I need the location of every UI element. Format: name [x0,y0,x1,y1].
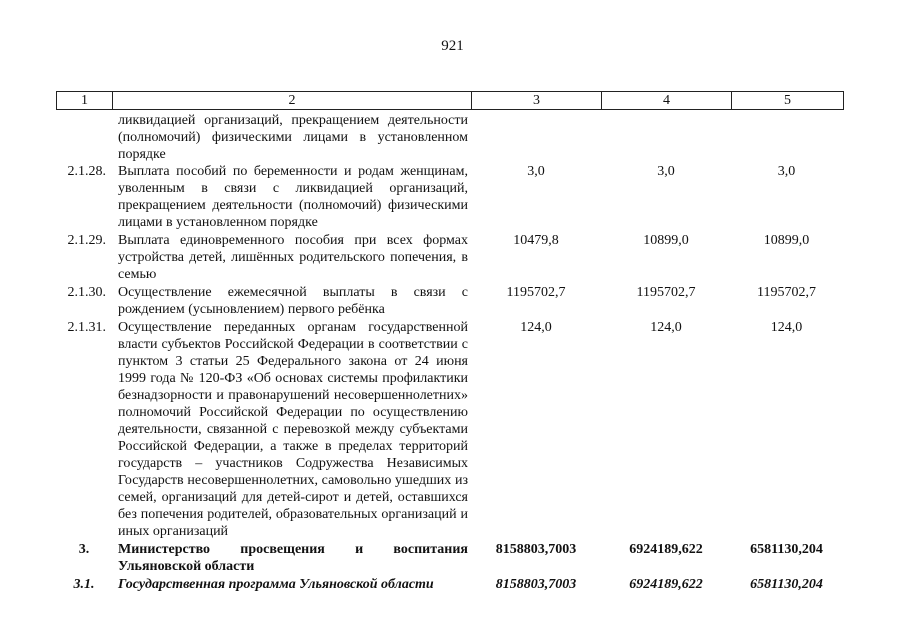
page-number: 921 [441,38,464,54]
row-description: Министерство просвещения и воспитания Ульяновской области [118,542,468,574]
row-value-col5: 3,0 [777,164,796,179]
row-value-col3: 8158803,7003 [495,577,577,592]
header-col-4: 4 [602,92,732,109]
table-row [56,284,844,318]
row-description: Государственная программа Ульяновской области [118,577,434,592]
row-number [56,112,112,163]
row-description: Выплата единовременного пособия при всех формах устройства детей, лишённых родительского попечения, в семью [118,233,468,282]
row-value-col3: 1195702,7 [506,285,566,300]
row-value-col5: 6581130,204 [750,542,823,557]
table-body [56,112,844,593]
row-value-col3: 8158803,7003 [495,542,577,557]
row-number: 2.1.28. [67,164,106,179]
row-number: 2.1.31. [67,320,106,335]
row-number: 3. [78,542,90,557]
row-value-col4: 6924189,622 [629,577,703,592]
header-col-2: 2 [113,92,472,109]
row-value-col3 [471,112,601,163]
table-row [56,112,844,163]
row-number: 2.1.29. [67,233,106,248]
row-value-col4: 3,0 [657,164,675,179]
header-col-3: 3 [472,92,602,109]
table-row [56,232,844,283]
row-value-col3: 10479,8 [513,233,559,248]
table-header [56,91,844,110]
row-value-col4: 124,0 [650,320,682,335]
row-value-col5: 6581130,204 [750,577,823,592]
table-row [56,163,844,231]
row-description: Осуществление переданных органам государственной власти субъектов Российской Федерации в соответствии с пунктом 3 статьи 25 Федерального закона от 24 июня 1999 года № 120-ФЗ «Об основах системы профилактики безнадзорности и правонарушений несовершеннолетних» полномочий Российской Федерации по осуществлению деятельности, связанной с перевозкой между субъектами Российской Федерации, а также в пределах территорий государств – участников Содружества Независимых Государств несовершеннолетних, самовольно ушедших из семей, организаций для детей-сирот и детей, оставшихся без попечения родителей, образовательных организаций и иных организаций [118,320,468,539]
row-description: ликвидацией организаций, прекращением деятельности (полномочий) физическими лицами в установленном порядке [118,113,468,162]
row-value-col4 [601,112,731,163]
header-col-1: 1 [57,92,113,109]
row-value-col5: 1195702,7 [757,285,816,300]
row-value-col4: 10899,0 [643,233,689,248]
row-value-col4: 6924189,622 [629,542,703,557]
header-col-5: 5 [784,93,791,108]
row-value-col5 [731,112,842,163]
row-value-col5: 124,0 [770,320,803,335]
row-value-col4: 1195702,7 [636,285,696,300]
row-value-col3: 3,0 [527,164,545,179]
row-description: Осуществление ежемесячной выплаты в связи с рождением (усыновлением) первого ребёнка [118,285,468,317]
row-number: 2.1.30. [67,285,106,300]
row-value-col5: 10899,0 [763,233,810,248]
row-description: Выплата пособий по беременности и родам женщинам, уволенным в связи с ликвидацией организаций, прекращением деятельности (полномочий) физическими лицами в установленном порядке [118,164,468,230]
row-value-col3: 124,0 [520,320,552,335]
row-number: 3.1. [73,577,95,592]
table-row [56,319,844,540]
table-row-section [56,541,844,575]
table-row-subsection [56,576,844,593]
